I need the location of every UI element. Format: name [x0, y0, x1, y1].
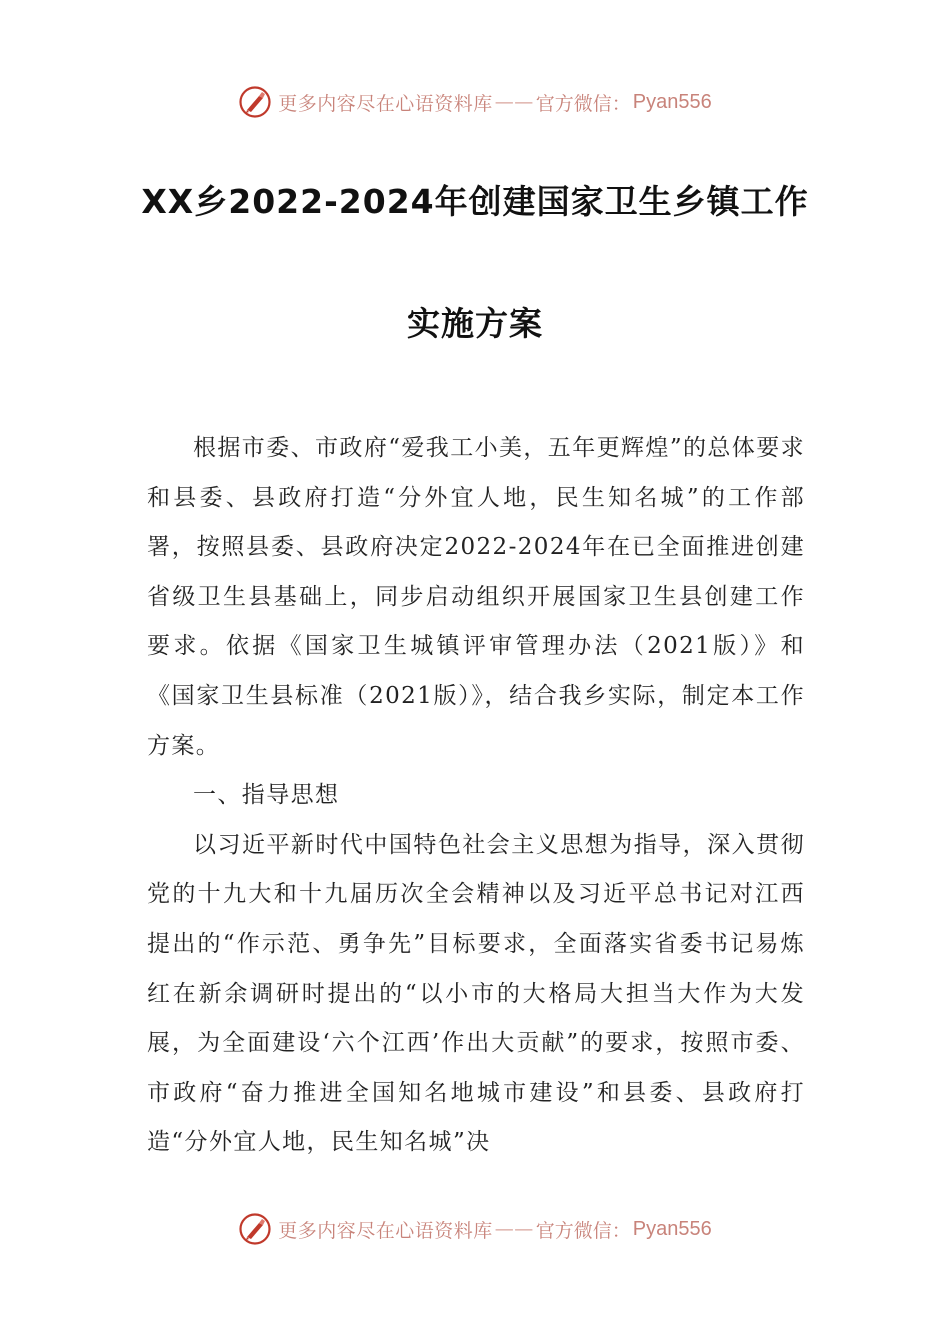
watermark-text: 更多内容尽在心语资料库: [278, 1219, 493, 1242]
wechat-id: Pyan556: [632, 90, 712, 113]
watermark-separator: ——: [494, 91, 534, 113]
guiding-ideology-paragraph: 以习近平新时代中国特色社会主义思想为指导，深入贯彻党的十九大和十九届历次全会精神以及习近平总书记对江西提出的“作示范、勇争先”目标要求，全面落实省委书记易炼红在新余调研时提出的“以小市的大格局大担当大作为大发展，为全面建设‘六个江西’作出大贡献”的要求，按照市委、市政府“奋力推进全国知名地城市建设”和县委、县政府打造“分外宜人地，民生知名城”决: [147, 831, 805, 1156]
wechat-label: 官方微信：: [535, 1219, 631, 1242]
intro-paragraph: 根据市委、市政府“爱我工小美，五年更辉煌”的总体要求和县委、县政府打造“分外宜人地，民生知名城”的工作部署，按照县委、县政府决定2022-2024年在已全面推进创建省级卫生县基础上，同步启动组织开展国家卫生县创建工作要求。依据《国家卫生城镇评审管理办法（2021版）》和《国家卫生县标准（2021版）》，结合我乡实际，制定本工作方案。: [147, 435, 805, 759]
document-body: [147, 424, 805, 1168]
watermark-banner-top: [0, 82, 950, 122]
watermark-separator: ——: [494, 1218, 534, 1240]
wechat-label: 官方微信：: [535, 92, 631, 115]
section-heading-guiding-ideology: 一、指导思想: [193, 782, 340, 809]
wechat-id: Pyan556: [632, 1217, 712, 1240]
pen-logo-icon: [238, 85, 272, 119]
pen-logo-icon: [238, 1212, 272, 1246]
watermark-text: 更多内容尽在心语资料库: [278, 92, 493, 115]
document-title-line2: 实施方案: [407, 304, 543, 343]
watermark-banner-bottom: [0, 1209, 950, 1249]
document-title-line1: XX乡2022-2024年创建国家卫生乡镇工作: [141, 182, 809, 221]
